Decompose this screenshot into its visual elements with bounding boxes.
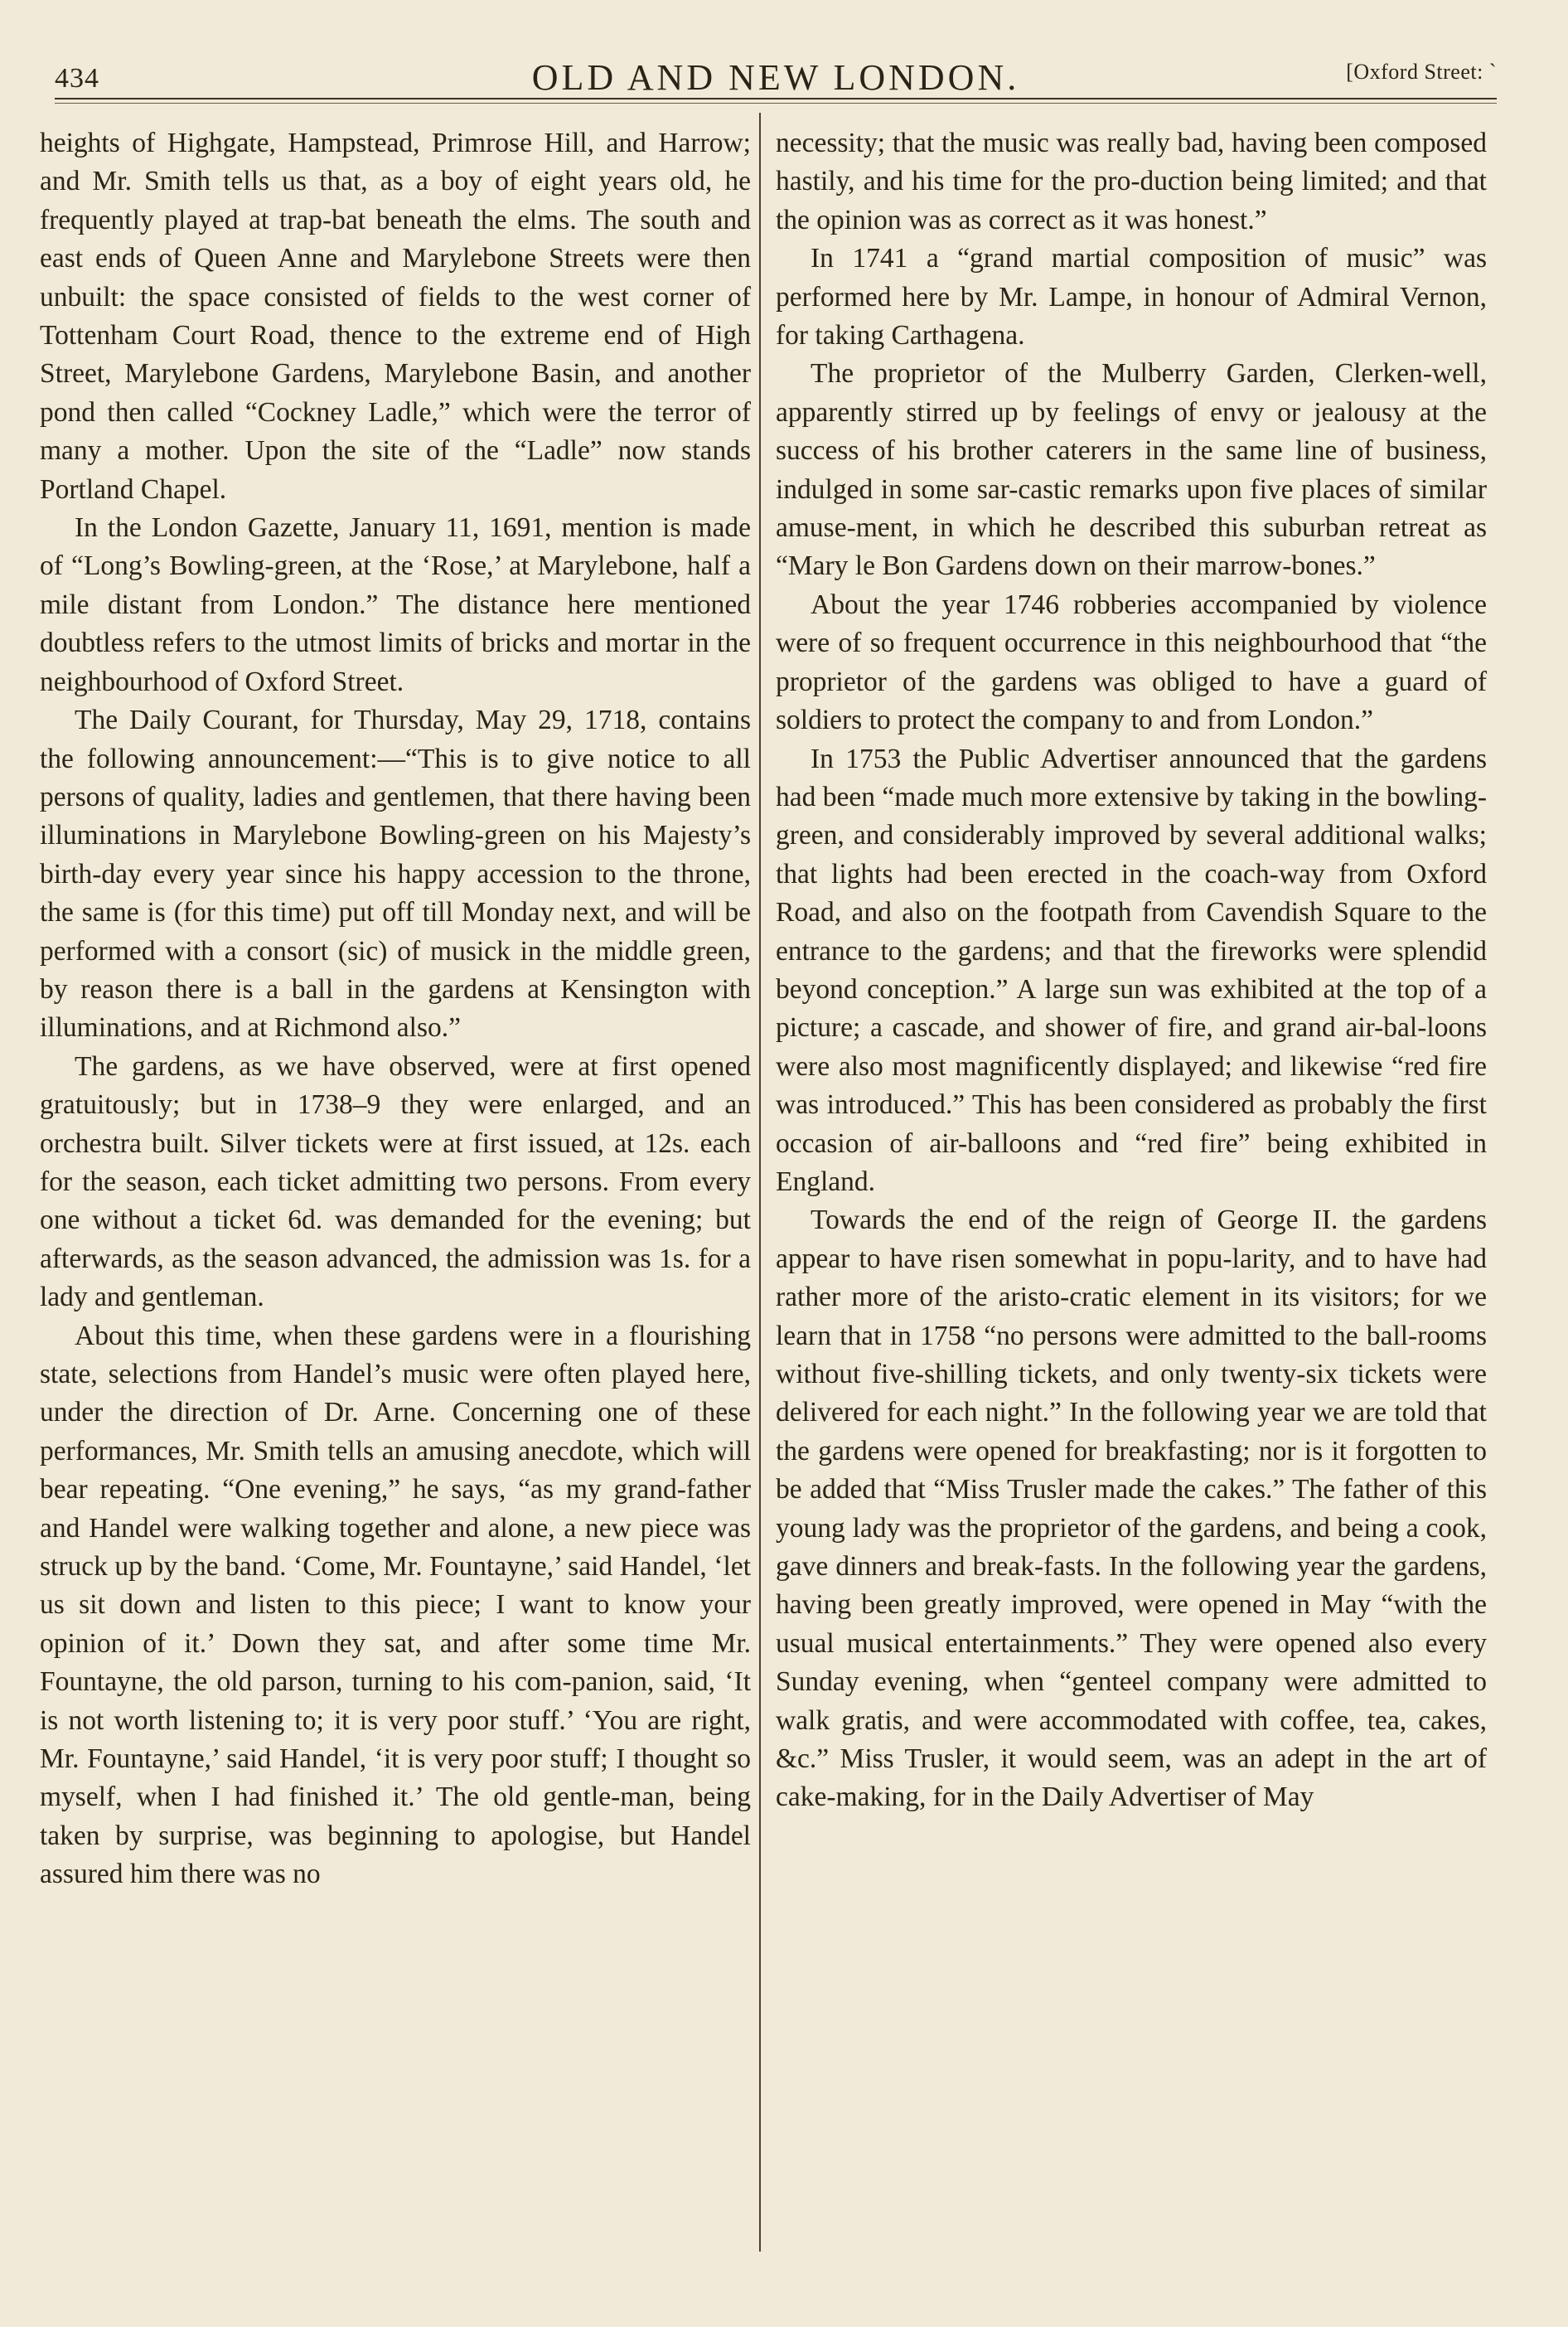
paragraph: In the London Gazette, January 11, 1691, mention is made of “Long’s Bowling-green, at the ‘Rose,’ at Marylebone, half a mile distant from London.” The distance here mentioned doubtless refers to the utmost limits of bricks and mortar in the neighbourhood of Oxford Street. — [40, 512, 751, 697]
header-rule — [55, 98, 1497, 99]
paragraph: In 1741 a “grand martial composition of music” was performed here by Mr. Lampe, in honour of Admiral Vernon, for taking Carthagena. — [776, 243, 1487, 351]
right-column — [776, 124, 1487, 1817]
paragraph: About this time, when these gardens were in a flourishing state, selections from Handel’s music were often played here, under the direction of Dr. Arne. Concerning one of these performances, Mr. Smith tells an amusing anecdote, which will bear repeating. “One evening,” he says, “as my grand-father and Handel were walking together and alone, a new piece was struck up by the band. ‘Come, Mr. Fountayne,’ said Handel, ‘let us sit down and listen to this piece; I want to know your opinion of it.’ Down they sat, and after some time Mr. Fountayne, the old parson, turning to his com-panion, said, ‘It is not worth listening to; it is very poor stuff.’ ‘You are right, Mr. Fountayne,’ said Handel, ‘it is very poor stuff; I thought so myself, when I had finished it.’ The old gentle-man, being taken by surprise, was beginning to apologise, but Handel assured him there was no — [40, 1320, 751, 1890]
section-label: [Oxford Street: ` — [1346, 60, 1497, 84]
paragraph: Towards the end of the reign of George II. the gardens appear to have risen somewhat in popu-larity, and to have had rather more of the aristo-cratic element in its visitors; for we learn that in 1758 “no persons were admitted to the ball-rooms without five-shilling tickets, and only twenty-six tickets were delivered for each night.” In the following year we are told that the gardens were opened for breakfasting; nor is it forgotten to be added that “Miss Trusler made the cakes.” The father of this young lady was the proprietor of the gardens, and being a cook, gave dinners and break-fasts. In the following year the gardens, having been greatly improved, were opened in May “with the usual musical entertainments.” They were opened also every Sunday evening, when “genteel company were admitted to walk gratis, and were accommodated with coffee, tea, cakes, &c.” Miss Trusler, it would seem, was an adept in the art of cake-making, for in the Daily Advertiser of May — [776, 1205, 1487, 1813]
paragraph: heights of Highgate, Hampstead, Primrose Hill, and Harrow; and Mr. Smith tells us that, as a boy of eight years old, he frequently played at trap-bat beneath the elms. The south and east ends of Queen Anne and Marylebone Streets were then unbuilt: the space consisted of fields to the west corner of Tottenham Court Road, thence to the extreme end of High Street, Marylebone Gardens, Marylebone Basin, and another pond then called “Cockney Ladle,” which were the terror of many a mother. Upon the site of the “Ladle” now stands Portland Chapel. — [40, 128, 751, 505]
paragraph: The proprietor of the Mulberry Garden, Clerken-well, apparently stirred up by feelings of envy or jealousy at the success of his brother caterers in the same line of business, indulged in some sar-castic remarks upon five places of similar amuse-ment, in which he described this suburban retreat as “Mary le Bon Gardens down on their marrow-bones.” — [776, 358, 1487, 582]
column-divider — [759, 113, 761, 2252]
left-column — [40, 124, 751, 1894]
running-title: OLD AND NEW LONDON. — [531, 57, 1020, 98]
page-number: 434 — [55, 63, 99, 94]
paragraph: About the year 1746 robberies accompanied by violence were of so frequent occurrence in this neighbourhood that “the proprietor of the gardens was obliged to have a guard of soldiers to protect the company to and from London.” — [776, 589, 1487, 736]
paragraph: necessity; that the music was really bad, having been composed hastily, and his time for the pro-duction being limited; and that the opinion was as correct as it was honest.” — [776, 128, 1487, 235]
paragraph: The gardens, as we have observed, were at first opened gratuitously; but in 1738–9 they were enlarged, and an orchestra built. Silver tickets were at first issued, at 12s. each for the season, each ticket admitting two persons. From every one without a ticket 6d. was demanded for the evening; but afterwards, as the season advanced, the admission was 1s. for a lady and gentleman. — [40, 1050, 751, 1313]
header-rule-thin — [55, 103, 1497, 104]
paragraph: In 1753 the Public Advertiser announced that the gardens had been “made much more extensive by taking in the bowling-green, and considerably improved by several additional walks; that lights had been erected in the coach-way from Oxford Road, and also on the footpath from Cavendish Square to the entrance to the gardens; and that the fireworks were splendid beyond conception.” A large sun was exhibited at the top of a picture; a cascade, and shower of fire, and grand air-bal-loons were also most magnificently displayed; and likewise “red fire was introduced.” This has been considered as probably the first occasion of air-balloons and “red fire” being exhibited in England. — [776, 743, 1487, 1197]
page-header — [55, 51, 1497, 101]
paragraph: The Daily Courant, for Thursday, May 29, 1718, contains the following announcement:—“This is to give notice to all persons of quality, ladies and gentlemen, that there having been illuminations in Marylebone Bowling-green on his Majesty’s birth-day every year since his happy accession to the throne, the same is (for this time) put off till Monday next, and will be performed with a consort (sic) of musick in the middle green, by reason there is a ball in the gardens at Kensington with illuminations, and at Richmond also.” — [40, 705, 751, 1044]
